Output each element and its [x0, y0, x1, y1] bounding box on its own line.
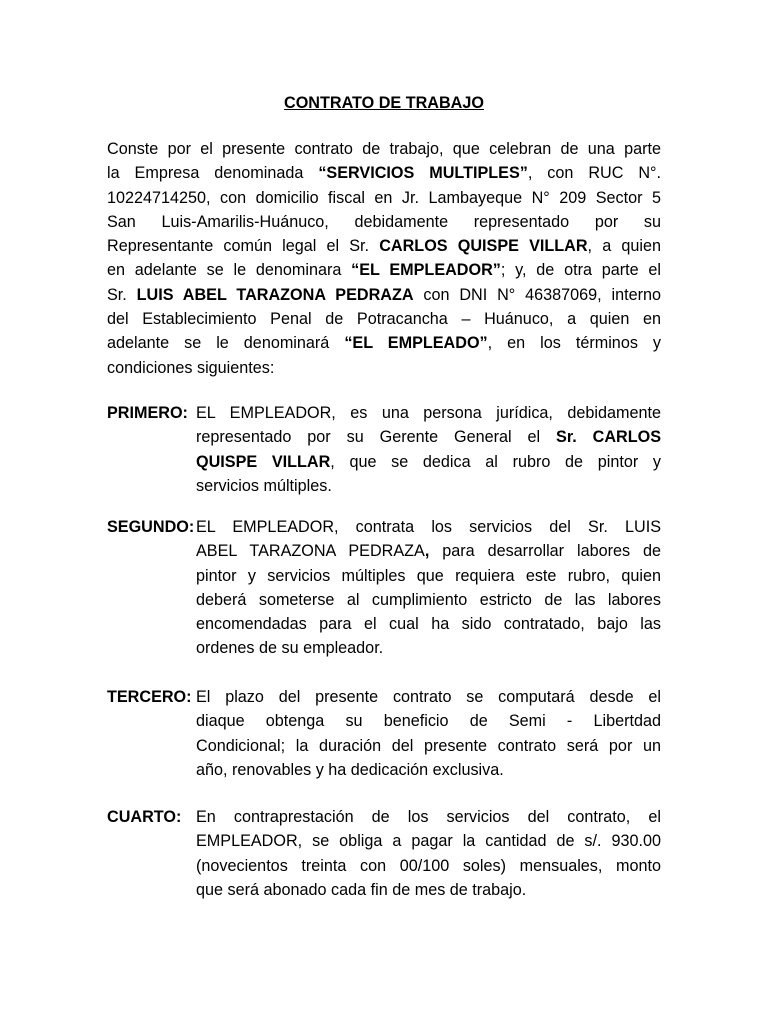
- text-line: [196, 564, 661, 588]
- text-run: que será abonado cada fin de mes de trabajo.: [196, 880, 527, 899]
- clause-label: CUARTO:: [107, 808, 182, 826]
- text-line: [196, 805, 661, 829]
- text-line: [107, 137, 661, 161]
- text-run: condiciones siguientes:: [107, 358, 275, 377]
- text-line: [107, 356, 661, 380]
- clause-segundo: [107, 515, 661, 661]
- text-line: [107, 331, 661, 355]
- clause-body: [196, 515, 661, 661]
- bold-run: ,: [424, 542, 430, 561]
- bold-run: CARLOS QUISPE VILLAR: [379, 237, 588, 256]
- text-run: con DNI N° 46387069, interno: [413, 285, 661, 304]
- intro-paragraph: [107, 137, 661, 380]
- bold-run: “EL EMPLEADO”: [344, 334, 488, 353]
- text-run: , que se dedica al rubro de pintor y: [330, 452, 661, 471]
- clause-cuarto: [107, 805, 661, 902]
- text-line: [107, 186, 661, 210]
- text-run: EL EMPLEADOR, contrata los servicios del Sr. LUIS: [196, 518, 661, 536]
- text-line: [196, 854, 661, 878]
- text-run: Sr.: [107, 285, 137, 304]
- text-run: En contraprestación de los servicios del contrato, el: [196, 808, 661, 826]
- text-run: del Establecimiento Penal de Potracancha – Huánuco, a quien en: [107, 310, 661, 329]
- text-run: Conste por el presente contrato de trabajo, que celebran de una parte: [107, 140, 661, 158]
- text-line: [107, 283, 661, 307]
- text-run: , a quien: [587, 237, 661, 256]
- text-run: El plazo del presente contrato se computará desde el: [196, 688, 661, 706]
- text-run: ; y, de otra parte el: [500, 261, 661, 280]
- text-run: en adelante se le denominara: [107, 261, 352, 280]
- text-line: [107, 161, 661, 185]
- text-run: diaque obtenga su beneficio de Semi - Libertdad: [196, 712, 661, 731]
- clause-body: [196, 805, 661, 902]
- text-run: EL EMPLEADOR, es una persona jurídica, debidamente: [196, 404, 661, 422]
- clause-body: [196, 401, 661, 498]
- text-line: [196, 612, 661, 636]
- text-line: [196, 539, 661, 563]
- text-run: año, renovables y ha dedicación exclusiva.: [196, 760, 504, 779]
- text-run: pintor y servicios múltiples que requiera este rubro, quien: [196, 566, 661, 585]
- text-run: Representante común legal el Sr.: [107, 237, 380, 256]
- text-run: 10224714250, con domicilio fiscal en Jr. Lambayeque N° 209 Sector 5: [107, 188, 661, 207]
- text-run: representado por su Gerente General el: [196, 428, 557, 447]
- text-line: [107, 234, 661, 258]
- clause-tercero: [107, 685, 661, 782]
- bold-run: Sr. CARLOS: [556, 428, 661, 447]
- text-line: [107, 258, 661, 282]
- text-run: , en los términos y: [487, 334, 662, 353]
- document-title: CONTRATO DE TRABAJO: [284, 94, 484, 112]
- text-line: [196, 425, 661, 449]
- clause-primero: [107, 401, 661, 498]
- text-run: San Luis-Amarilis-Huánuco, debidamente representado por su: [107, 212, 661, 231]
- text-line: [196, 829, 661, 853]
- text-run: servicios múltiples.: [196, 476, 332, 495]
- text-run: la Empresa denominada: [107, 164, 319, 183]
- text-line: [196, 474, 661, 498]
- text-run: EMPLEADOR, se obliga a pagar la cantidad de s/. 930.00: [196, 832, 661, 851]
- text-run: ABEL TARAZONA PEDRAZA: [196, 542, 425, 561]
- text-line: [196, 878, 661, 902]
- clause-label: PRIMERO:: [107, 404, 188, 422]
- bold-run: LUIS ABEL TARAZONA PEDRAZA: [136, 285, 414, 304]
- text-run: Condicional; la duración del presente contrato será por un: [196, 736, 661, 755]
- text-line: [107, 210, 661, 234]
- text-line: [196, 450, 661, 474]
- text-line: [196, 401, 661, 425]
- clause-label: TERCERO:: [107, 688, 192, 706]
- text-run: encomendadas para el cual ha sido contratado, bajo las: [196, 615, 661, 634]
- text-line: [196, 709, 661, 733]
- text-run: deberá someterse al cumplimiento estricto de las labores: [196, 590, 661, 609]
- text-line: [196, 734, 661, 758]
- text-run: adelante se le denominará: [107, 334, 345, 353]
- bold-run: QUISPE VILLAR: [196, 452, 331, 471]
- clause-body: [196, 685, 661, 782]
- text-line: [196, 515, 661, 539]
- text-line: [196, 758, 661, 782]
- text-run: ordenes de su empleador.: [196, 639, 384, 658]
- text-run: para desarrollar labores de: [429, 542, 661, 561]
- bold-run: “SERVICIOS MULTIPLES”: [318, 164, 528, 183]
- text-line: [107, 307, 661, 331]
- clause-label: SEGUNDO:: [107, 518, 195, 536]
- text-line: [196, 636, 661, 660]
- text-line: [196, 685, 661, 709]
- text-line: [196, 588, 661, 612]
- text-run: , con RUC N°.: [527, 164, 662, 183]
- bold-run: “EL EMPLEADOR”: [351, 261, 501, 280]
- text-run: (novecientos treinta con 00/100 soles) mensuales, monto: [196, 856, 661, 875]
